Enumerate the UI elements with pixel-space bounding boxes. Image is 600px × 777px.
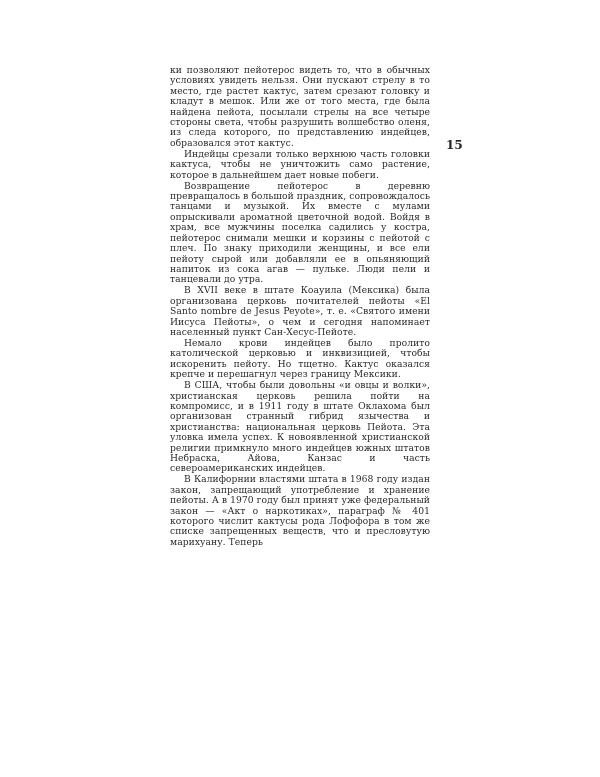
paragraph-2: Индейцы срезали только верхнюю часть головки кактуса, чтобы не уничтожить само растение, которое в дальнейшем дает новые побеги.	[170, 148, 430, 181]
paragraph-6: В США, чтобы были довольны «и овцы и волки», христианская церковь решила пойти на компромисс, и в 1911 году в штате Оклахома был организован странный гибрид язычества и христианства: национальная церковь Пейота. Эта уловка имела успех. К новоявленной христианской религии примкнуло много индейцев южных штатов Небраска, Айова, Канзас и часть североамериканских индейцев.	[170, 380, 430, 475]
paragraph-7: В Калифорнии властями штата в 1968 году издан закон, запрещающий употребление и хранение пейоты. А в 1970 году был принят уже федеральный закон — «Акт о наркотиках», параграф № 401 которого числит кактусы рода Лофофора в том же списке запрещенных веществ, что и пресловутую марихуану. Теперь	[170, 474, 430, 548]
page-number: 15	[446, 138, 463, 152]
text-column	[170, 66, 430, 548]
paragraph-3: Возвращение пейотерос в деревню превращалось в большой праздник, сопровождалось танцами и музыкой. Их вместе с мулами опрыскивали ароматной цветочной водой. Войдя в храм, все мужчины поселка садились у костра, пейотерос снимали мешки и корзины с пейотой с плеч. По знаку приходили женщины, и все ели пейоту сырой или добавляли ее в опьяняющий напиток из сока агав — пульке. Люди пели и танцевали до утра.	[170, 180, 430, 286]
paragraph-5: Немало крови индейцев было пролито католической церковью и инквизицией, чтобы искоренить пейоту. Но тщетно. Кактус оказался крепче и перешагнул через границу Мексики.	[170, 337, 430, 381]
paragraph-1: ки позволяют пейотерос видеть то, что в обычных условиях увидеть нельзя. Они пускают стрелу в то место, где растет кактус, затем срезают головку и кладут в мешок. Или же от того места, где была найдена пейота, посылали стрелы на все четыре стороны света, чтобы разрушить волшебство оленя, из следа которого, по представлению индейцев, образовался этот кактус.	[170, 65, 430, 149]
paragraph-4: В XVII веке в штате Коауила (Мексика) была организована церковь почитателей пейоты «El Santo nombre de Jesus Peyote», т. е. «Святого имени Иисуса Пейоты», о чем и сегодня напоминает населенный пункт Сан-Хесус-Пейоте.	[170, 285, 430, 338]
